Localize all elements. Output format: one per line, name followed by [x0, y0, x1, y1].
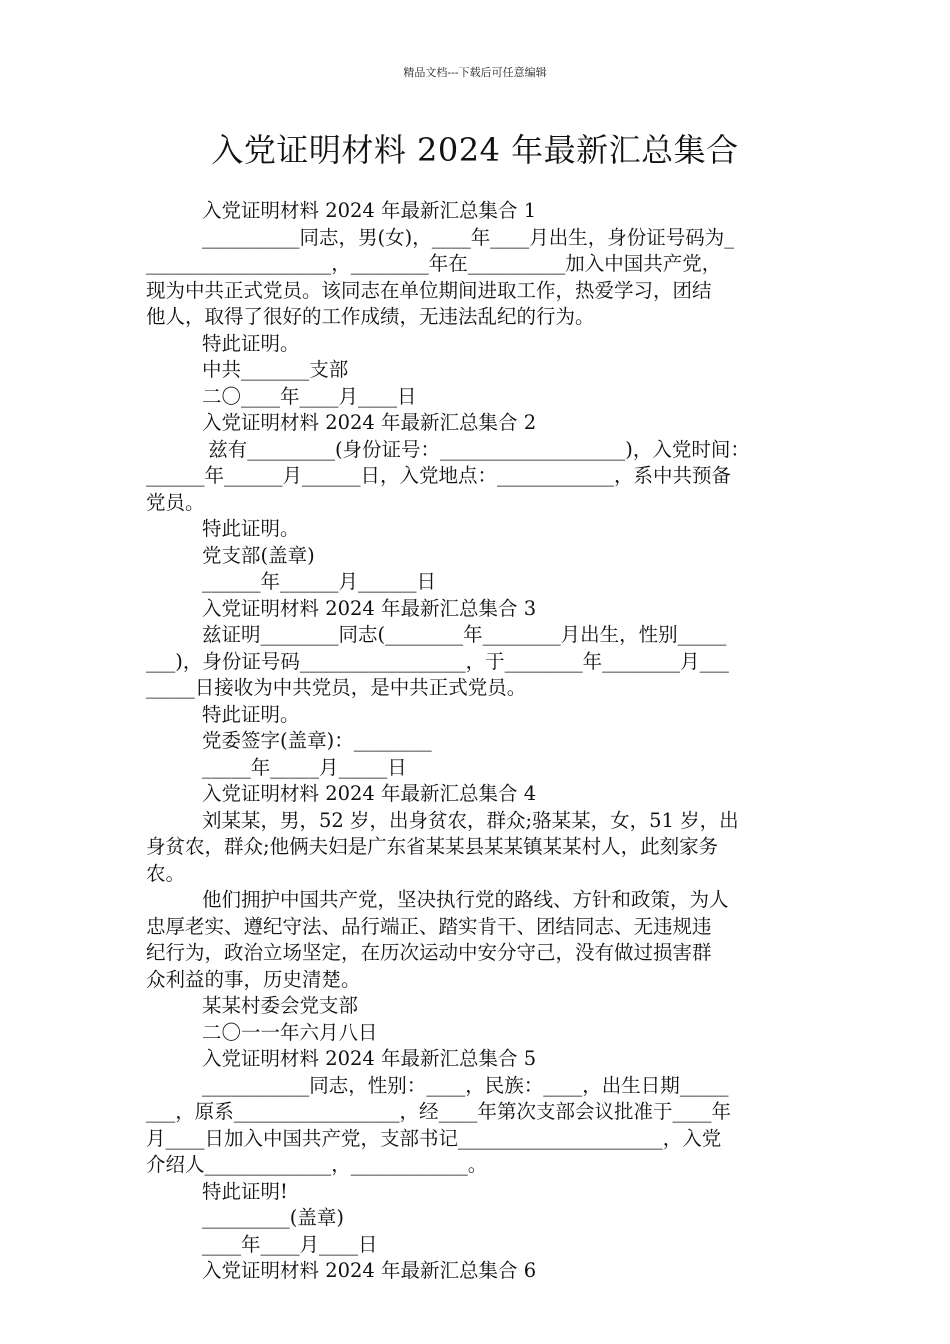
text-line: 纪行为，政治立场坚定，在历次运动中安分守己，没有做过损害群 [146, 941, 712, 964]
text-line: 忠厚老实、遵纪守法、品行端正、踏实肯干、团结同志、无违规违 [146, 914, 712, 938]
text-line: 入党证明材料 2024 年最新汇总集合 3 [202, 596, 537, 620]
text-line: __________同志，男(女)，____年____月出生，身份证号码为_ [202, 225, 734, 249]
text-line: 特此证明。 [202, 331, 300, 355]
text-line: _____年_____月_____日 [202, 755, 407, 779]
page-header: 精品文档---下载后可任意编辑 [403, 66, 547, 79]
text-line: ______年______月______日，入党地点：____________，系中共预备 [146, 464, 732, 487]
text-line: 特此证明。 [202, 702, 300, 726]
text-line: 农。 [146, 861, 186, 885]
text-line: 特此证明! [202, 1179, 288, 1203]
text-line: 二〇____年____月____日 [202, 384, 417, 408]
text-line: 党员。 [146, 490, 205, 514]
text-line: 现为中共正式党员。该同志在单位期间进取工作，热爱学习，团结 [146, 278, 712, 302]
text-line: ______年______月______日 [202, 570, 437, 593]
text-line: ___，原系_________________，经____年第次支部会议批准于____年 [146, 1100, 732, 1123]
text-line: 兹有_________(身份证号：___________________)，入党时间： [202, 437, 750, 461]
text-line: ____年____月____日 [202, 1232, 378, 1256]
text-line: 入党证明材料 2024 年最新汇总集合 2 [202, 411, 537, 434]
text-line: _________(盖章) [202, 1206, 344, 1229]
text-line: 他人，取得了很好的工作成绩，无违法乱纪的行为。 [146, 305, 595, 328]
document-title: 入党证明材料 2024 年最新汇总集合 [211, 131, 739, 169]
text-line: _____日接收为中共党员，是中共正式党员。 [146, 676, 527, 699]
text-line: ___)，身份证号码_________________，于________年________月___ [146, 649, 729, 673]
text-line: 党支部(盖章) [202, 543, 315, 567]
text-line: 入党证明材料 2024 年最新汇总集合 1 [202, 199, 537, 222]
text-line: 特此证明。 [202, 517, 300, 540]
text-line: ___________同志，性别：____，民族：____，出生日期_____ [202, 1073, 729, 1097]
text-line: 月____日加入中国共产党，支部书记_____________________，入党 [146, 1126, 722, 1150]
text-line: 入党证明材料 2024 年最新汇总集合 4 [202, 782, 537, 805]
text-line: 众利益的事，历史清楚。 [146, 967, 361, 991]
text-line: 兹证明________同志(________年________月出生，性别_____ [202, 623, 727, 646]
text-line: 刘某某，男，52 岁，出身贫农，群众;骆某某，女，51 岁，出 [202, 808, 739, 832]
text-line: 二〇一一年六月八日 [202, 1020, 378, 1044]
text-line: 入党证明材料 2024 年最新汇总集合 6 [202, 1259, 537, 1282]
text-line: 中共_______支部 [202, 358, 349, 381]
document-body [146, 198, 806, 1285]
text-line: 介绍人_____________，____________。 [146, 1153, 488, 1176]
text-line: 他们拥护中国共产党，坚决执行党的路线、方针和政策，为人 [202, 888, 729, 911]
text-line: 入党证明材料 2024 年最新汇总集合 5 [202, 1047, 537, 1070]
text-line: 身贫农，群众;他俩夫妇是广东省某某县某某镇某某村人，此刻家务 [146, 835, 719, 858]
text-line: ___________________，________年在__________加入中国共产党， [146, 252, 722, 275]
text-line: 某某村委会党支部 [202, 994, 359, 1017]
text-line: 党委签字(盖章)：________ [202, 729, 432, 752]
